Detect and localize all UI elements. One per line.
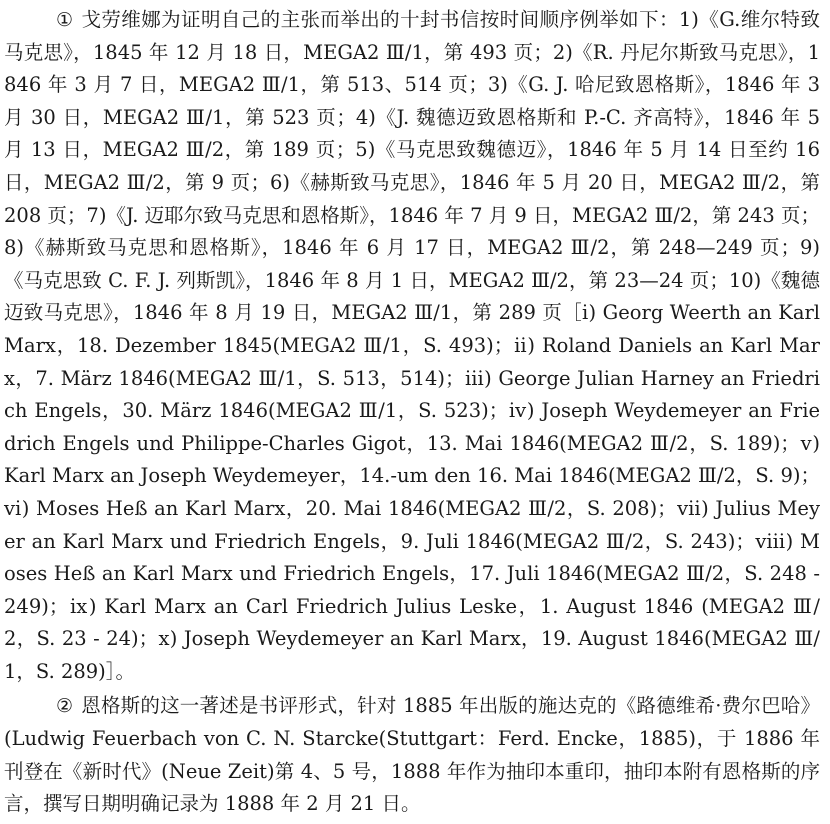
footnote-2-text: 恩格斯的这一著述是书评形式，针对 1885 年出版的施达克的《路德维希·费尔巴哈》(Ludwig Feuerbach von C. N. Starcke(Stuttgart：Ferd. Encke，1885)，于 1886 年刊登在《新时代》(Neue Zeit)第 4、5 号，1888 年作为抽印本重印，抽印本附有恩格斯的序言，撰写日期明确记录为 1888 年 2 月 21 日。	[4, 694, 820, 816]
footnote-1-text: 戈劳维娜为证明自己的主张而举出的十封书信按时间顺序例举如下：1)《G.维尔特致马克思》，1845 年 12 月 18 日，MEGA2 Ⅲ/1，第 493 页；2)《R. 丹尼尔斯致马克思》，1846 年 3 月 7 日，MEGA2 Ⅲ/1，第 513、514 页；3)《G. J. 哈尼致恩格斯》，1846 年 3 月 30 日，MEGA2 Ⅲ/1，第 523 页；4)《J. 魏德迈致恩格斯和 P.-C. 齐高特》，1846 年 5 月 13 日，MEGA2 Ⅲ/2，第 189 页；5)《马克思致魏德迈》，1846 年 5 月 14 日至约 16 日，MEGA2 Ⅲ/2，第 9 页；6)《赫斯致马克思》，1846 年 5 月 20 日，MEGA2 Ⅲ/2，第 208 页；7)《J. 迈耶尔致马克思和恩格斯》，1846 年 7 月 9 日，MEGA2 Ⅲ/2，第 243 页；8)《赫斯致马克思和恩格斯》，1846 年 6 月 17 日，MEGA2 Ⅲ/2，第 248—249 页；9)《马克思致 C. F. J. 列斯凯》，1846 年 8 月 1 日，MEGA2 Ⅲ/2，第 23—24 页；10)《魏德迈致马克思》，1846 年 8 月 19 日，MEGA2 Ⅲ/1，第 289 页［ⅰ) Georg Weerth an Karl Marx，18. Dezember 1845(MEGA2 Ⅲ/1，S. 493)；ⅱ) Roland Daniels an Karl Marx，7. März 1846(MEGA2 Ⅲ/1，S. 513，514)；ⅲ) George Julian Harney an Friedrich Engels，30. März 1846(MEGA2 Ⅲ/1，S. 523)；ⅳ) Joseph Weydemeyer an Friedrich Engels und Philippe-Charles Gigot，13. Mai 1846(MEGA2 Ⅲ/2，S. 189)；ⅴ) Karl Marx an Joseph Weydemeyer，14.-um den 16. Mai 1846(MEGA2 Ⅲ/2，S. 9)；ⅵ) Moses Heß an Karl Marx，20. Mai 1846(MEGA2 Ⅲ/2，S. 208)；ⅶ) Julius Meyer an Karl Marx und Friedrich Engels，9. Juli 1846(MEGA2 Ⅲ/2，S. 243)；ⅷ) Moses Heß an Karl Marx und Friedrich Engels，17. Juli 1846(MEGA2 Ⅲ/2，S. 248 - 249)；ⅸ) Karl Marx an Carl Friedrich Julius Leske，1. August 1846 (MEGA2 Ⅲ/2，S. 23 - 24)；ⅹ) Joseph Weydemeyer an Karl Marx，19. August 1846(MEGA2 Ⅲ/1，S. 289)］。	[4, 8, 820, 683]
footnote-2-marker: ②	[56, 695, 74, 718]
footnote-1	[4, 4, 820, 688]
footnote-2	[4, 690, 820, 820]
footnote-1-marker: ①	[56, 9, 74, 31]
